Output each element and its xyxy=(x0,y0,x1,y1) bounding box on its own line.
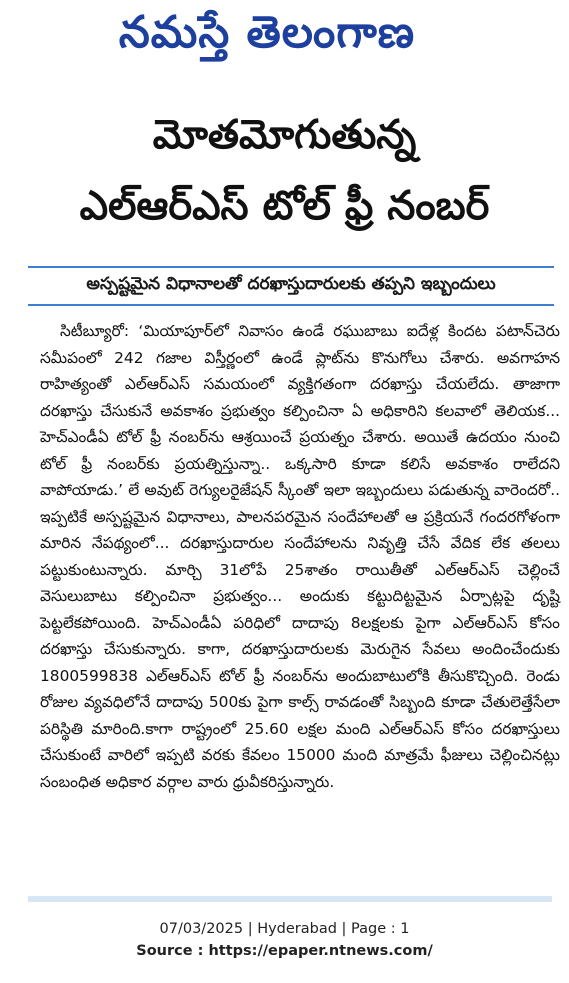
edition-meta: 07/03/2025 | Hyderabad | Page : 1 xyxy=(159,921,410,937)
headline-line-2: ఎల్‌ఆర్‌ఎస్ టోల్ ఫ్రీ నంబర్ xyxy=(79,183,490,229)
newspaper-masthead: నమస్తే తెలంగాణ xyxy=(118,7,416,58)
article-body xyxy=(40,318,560,795)
footer-divider xyxy=(28,896,552,902)
source-link[interactable]: Source : https://epaper.ntnews.com/ xyxy=(136,943,433,959)
headline-line-1: మోతమోగుతున్న xyxy=(152,112,417,158)
article-paragraph: సిటీబ్యూరో: ‘మియాపూర్‌లో నివాసం ఉండే రఘుబాబు ఐదేళ్ల కిందట పటాన్‌చెరు సమీపంలో 242 గజాల విస్తీర్ణంలో ఉండే ప్లాట్‌ను కొనుగోలు చేశారు. అవగాహన రాహిత్యంతో ఎల్‌ఆర్‌ఎస్ సమయంలో వ్యక్తిగతంగా దరఖాస్తు చేయలేదు. తాజాగా దరఖాస్తు చేసుకునే అవకాశం ప్రభుత్వం కల్పించినా ఏ అధికారిని కలవాలో తెలియక... హెచ్‌ఎండీఏ టోల్ ఫ్రీ నంబర్‌ను ఆశ్రయించే ప్రయత్నం చేశారు. అయితే ఉదయం నుంచి టోల్ ఫ్రీ నంబర్‌కు ప్రయత్నిస్తున్నా.. ఒక్కసారి కూడా కలిసే అవకాశం రాలేదని వాపోయాడు.’ లే అవుట్ రెగ్యులరైజేషన్ స్కీంతో ఇలా ఇబ్బందులు పడుతున్న వారెందరో.. ఇప్పటికే అస్పష్టమైన విధానాలు, పాలనపరమైన సందేహాలతో ఆ ప్రక్రియనే గందరగోళంగా మారిన నేపథ్యంలో... దరఖాస్తుదారుల సందేహాలను నివృత్తి చేసే వేదిక లేక తలలు పట్టుకుంటున్నారు. మార్చి 31లోపే 25శాతం రాయితీతో ఎల్‌ఆర్‌ఎస్ చెల్లించే వెసులుబాటు కల్పించినా ప్రభుత్వం... అందుకు కట్టుదిట్టమైన ఏర్పాట్లపై దృష్టి పెట్టలేకపోయింది. హెచ్‌ఎండీఏ పరిధిలో దాదాపు 8లక్షలకు పైగా ఎల్‌ఆర్‌ఎస్ కోసం దరఖాస్తు చేసుకున్నారు. కాగా, దరఖాస్తుదారులకు మెరుగైన సేవలు అందించేందుకు 1800599838 ఎల్‌ఆర్‌ఎస్ టోల్ ఫ్రీ నంబర్‌ను అందుబాటులోకి తీసుకొచ్చింది. రెండు రోజుల వ్యవధిలోనే దాదాపు 500కు పైగా కాల్స్ రావడంతో సిబ్బంది కూడా చేతులెత్తేసేలా పరిస్థితి మారింది.కాగా రాష్ట్రంలో 25.60 లక్షల మంది ఎల్‌ఆర్‌ఎస్ కోసం దరఖాస్తులు చేసుకుంటే వారిలో ఇప్పటి వరకు కేవలం 15000 మంది మాత్రమే ఫీజులు చెల్లించినట్లు సంబంధిత అధికార వర్గాల వారు ధ్రువీకరిస్తున్నారు. xyxy=(40,322,560,791)
subheadline: అస్పష్టమైన విధానాలతో దరఖాస్తుదారులకు తప్పని ఇబ్బందులు xyxy=(28,266,554,306)
